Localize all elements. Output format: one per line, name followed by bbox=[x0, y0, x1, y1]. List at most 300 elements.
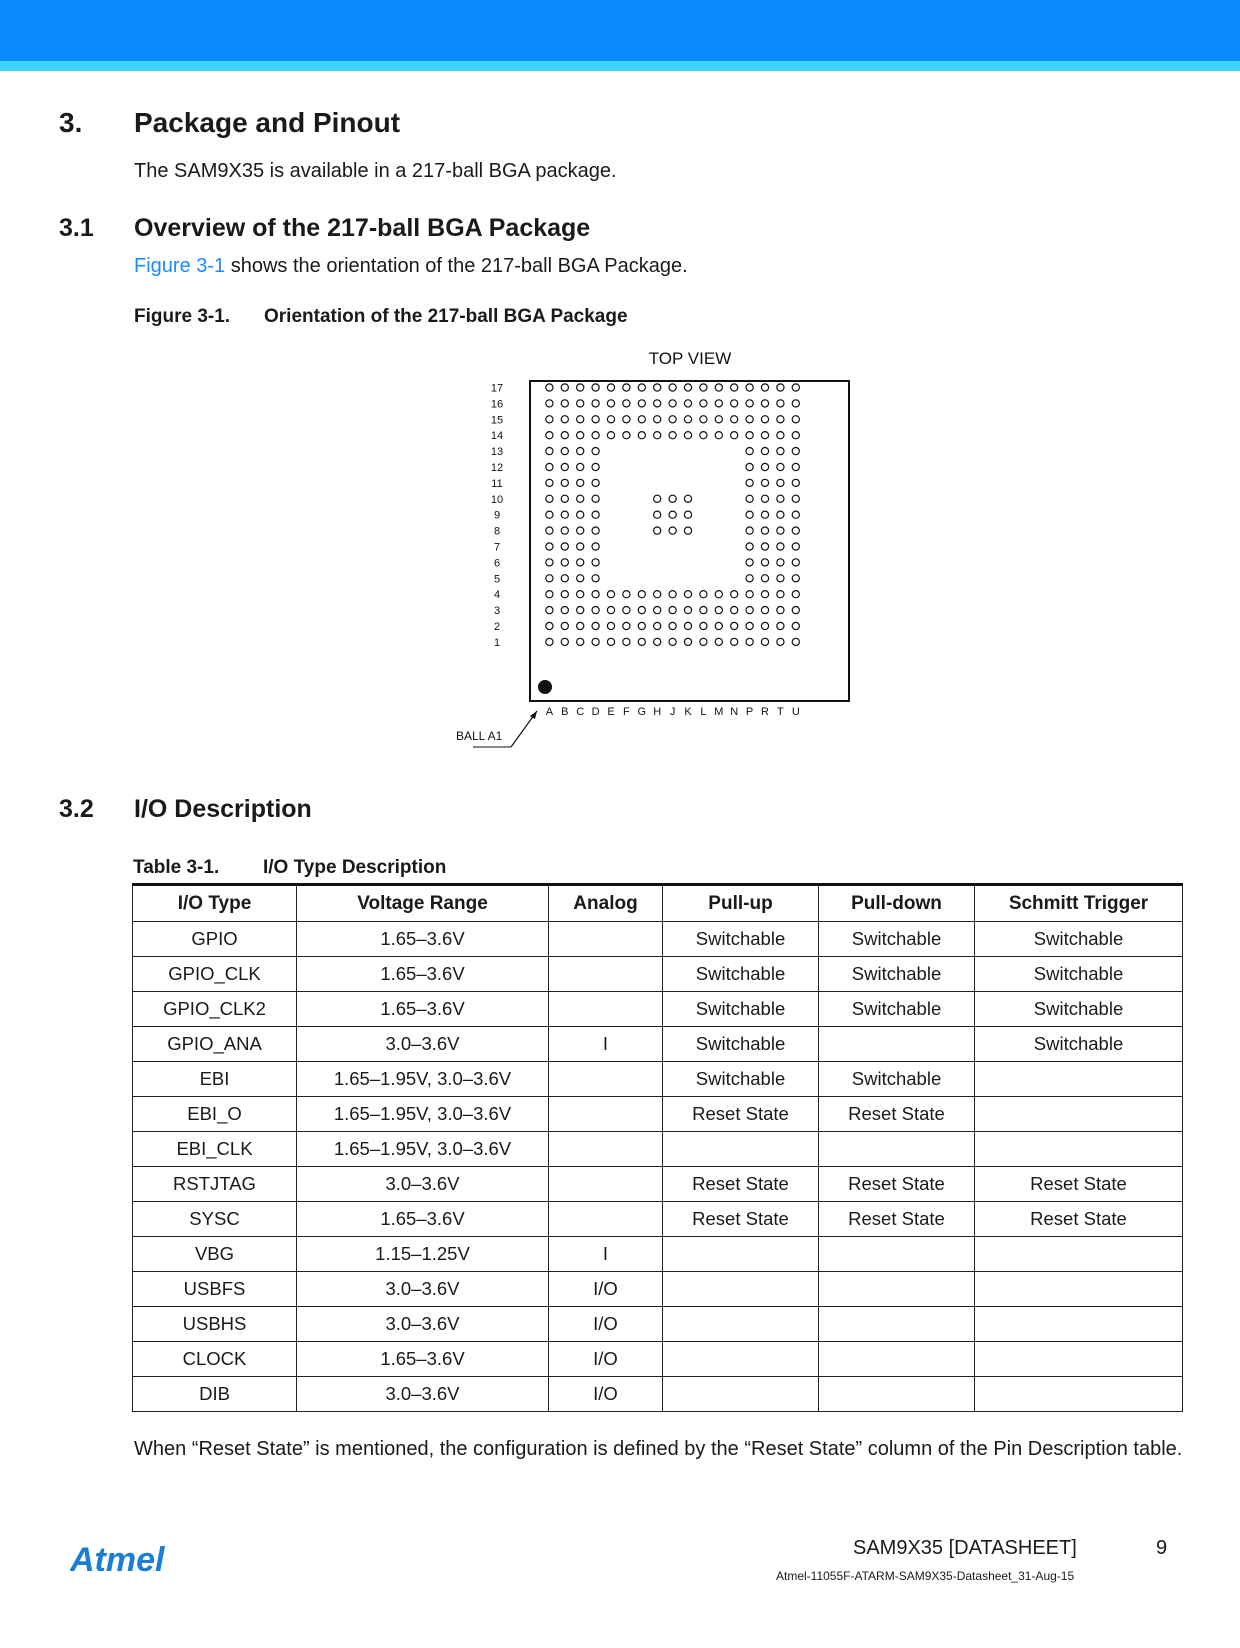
table-header-cell: Pull-down bbox=[819, 885, 975, 922]
ball-a1-arrowhead bbox=[530, 711, 537, 719]
table-row bbox=[133, 1377, 1183, 1412]
table-cell: 1.65–3.6V bbox=[297, 922, 549, 957]
table-cell bbox=[819, 1377, 975, 1412]
bga-ball bbox=[592, 527, 599, 534]
table-cell: Reset State bbox=[819, 1167, 975, 1202]
bga-ball bbox=[746, 622, 753, 629]
row-label: 2 bbox=[493, 621, 501, 633]
table-cell: GPIO_ANA bbox=[133, 1027, 297, 1062]
bga-ball bbox=[592, 479, 599, 486]
table-title: I/O Type Description bbox=[263, 857, 447, 878]
table-row bbox=[133, 992, 1183, 1027]
bga-ball bbox=[761, 384, 768, 391]
bga-ball bbox=[684, 495, 691, 502]
table-cell bbox=[819, 1272, 975, 1307]
bga-ball bbox=[777, 591, 784, 598]
bga-ball bbox=[561, 591, 568, 598]
bga-ball bbox=[746, 527, 753, 534]
bga-ball bbox=[546, 622, 553, 629]
table-cell: USBHS bbox=[133, 1307, 297, 1342]
bga-ball bbox=[777, 575, 784, 582]
bga-ball bbox=[577, 479, 584, 486]
bga-ball bbox=[592, 575, 599, 582]
figure-title: Orientation of the 217-ball BGA Package bbox=[264, 306, 628, 327]
bga-ball bbox=[684, 622, 691, 629]
table-cell: Reset State bbox=[663, 1202, 819, 1237]
bga-ball bbox=[684, 527, 691, 534]
bga-ball bbox=[731, 607, 738, 614]
bga-ball bbox=[623, 638, 630, 645]
bga-ball bbox=[715, 384, 722, 391]
table-cell: 1.65–1.95V, 3.0–3.6V bbox=[297, 1132, 549, 1167]
column-label: E bbox=[607, 706, 615, 718]
row-label: 1 bbox=[493, 636, 501, 649]
table-header-cell: Voltage Range bbox=[297, 885, 549, 922]
bga-ball bbox=[731, 416, 738, 423]
bga-ball bbox=[577, 495, 584, 502]
bga-ball bbox=[777, 607, 784, 614]
bga-package-diagram bbox=[420, 340, 860, 750]
table-cell bbox=[819, 1307, 975, 1342]
bga-ball bbox=[577, 432, 584, 439]
bga-ball bbox=[761, 432, 768, 439]
table-cell bbox=[663, 1132, 819, 1167]
bga-ball bbox=[715, 622, 722, 629]
table-cell bbox=[975, 1132, 1183, 1167]
table-cell bbox=[819, 1237, 975, 1272]
bga-ball bbox=[669, 591, 676, 598]
table-cell: USBFS bbox=[133, 1272, 297, 1307]
table-cell: Switchable bbox=[975, 1027, 1183, 1062]
table-cell: 3.0–3.6V bbox=[297, 1027, 549, 1062]
bga-ball bbox=[561, 607, 568, 614]
column-label: L bbox=[700, 706, 707, 718]
bga-ball bbox=[700, 607, 707, 614]
bga-ball bbox=[577, 559, 584, 566]
bga-ball bbox=[592, 384, 599, 391]
table-cell: 3.0–3.6V bbox=[297, 1377, 549, 1412]
bga-ball bbox=[715, 638, 722, 645]
bga-ball bbox=[792, 575, 799, 582]
bga-ball bbox=[731, 384, 738, 391]
table-cell bbox=[975, 1377, 1183, 1412]
section-intro: The SAM9X35 is available in a 217-ball BGA package. bbox=[134, 160, 617, 182]
section-title: Package and Pinout bbox=[134, 107, 401, 138]
footer-doc-title: SAM9X35 [DATASHEET] bbox=[853, 1537, 1077, 1559]
row-label: 17 bbox=[490, 382, 504, 395]
bga-ball bbox=[777, 559, 784, 566]
table-cell bbox=[549, 1202, 663, 1237]
bga-ball bbox=[746, 638, 753, 645]
bga-ball bbox=[792, 479, 799, 486]
bga-ball bbox=[684, 432, 691, 439]
bga-ball bbox=[792, 448, 799, 455]
table-row bbox=[133, 1202, 1183, 1237]
bga-ball bbox=[731, 638, 738, 645]
bga-ball bbox=[607, 607, 614, 614]
bga-ball bbox=[746, 575, 753, 582]
bga-ball bbox=[623, 416, 630, 423]
bga-ball bbox=[731, 622, 738, 629]
bga-ball bbox=[761, 591, 768, 598]
table-cell: I/O bbox=[549, 1272, 663, 1307]
table-cell: Switchable bbox=[975, 922, 1183, 957]
bga-ball bbox=[561, 495, 568, 502]
bga-ball bbox=[761, 416, 768, 423]
bga-ball bbox=[700, 400, 707, 407]
bga-ball bbox=[561, 575, 568, 582]
table-cell bbox=[663, 1307, 819, 1342]
bga-ball bbox=[746, 511, 753, 518]
row-label: 7 bbox=[493, 541, 501, 554]
bga-ball bbox=[577, 607, 584, 614]
bga-ball bbox=[592, 511, 599, 518]
bga-ball bbox=[746, 384, 753, 391]
table-cell: 1.65–1.95V, 3.0–3.6V bbox=[297, 1097, 549, 1132]
row-label: 6 bbox=[493, 557, 501, 570]
bga-ball bbox=[684, 416, 691, 423]
table-cell: Switchable bbox=[819, 1062, 975, 1097]
bga-ball bbox=[638, 400, 645, 407]
table-cell bbox=[549, 992, 663, 1027]
row-label: 3 bbox=[493, 605, 501, 618]
bga-ball bbox=[792, 527, 799, 534]
bga-ball bbox=[746, 416, 753, 423]
table-cell: Switchable bbox=[975, 992, 1183, 1027]
bga-ball bbox=[700, 622, 707, 629]
table-cell: Switchable bbox=[819, 957, 975, 992]
bga-ball bbox=[592, 543, 599, 550]
bga-ball bbox=[761, 463, 768, 470]
table-cell bbox=[663, 1377, 819, 1412]
table-cell: 1.15–1.25V bbox=[297, 1237, 549, 1272]
bga-ball bbox=[654, 511, 661, 518]
bga-ball bbox=[638, 384, 645, 391]
bga-ball bbox=[577, 543, 584, 550]
bga-ball bbox=[561, 479, 568, 486]
bga-ball bbox=[546, 400, 553, 407]
table-cell bbox=[549, 957, 663, 992]
bga-ball bbox=[623, 400, 630, 407]
bga-ball bbox=[792, 622, 799, 629]
bga-ball bbox=[623, 591, 630, 598]
bga-ball bbox=[654, 591, 661, 598]
column-label: F bbox=[623, 706, 630, 718]
bga-ball bbox=[777, 448, 784, 455]
table-cell: Switchable bbox=[819, 922, 975, 957]
bga-ball bbox=[654, 400, 661, 407]
table-cell: 3.0–3.6V bbox=[297, 1167, 549, 1202]
bga-ball bbox=[607, 591, 614, 598]
row-label: 15 bbox=[490, 414, 504, 427]
table-cell bbox=[549, 1167, 663, 1202]
table-header-row bbox=[133, 885, 1183, 922]
bga-ball bbox=[577, 527, 584, 534]
table-row bbox=[133, 1062, 1183, 1097]
table-cell bbox=[663, 1272, 819, 1307]
bga-ball bbox=[592, 622, 599, 629]
bga-ball bbox=[577, 591, 584, 598]
bga-ball bbox=[715, 416, 722, 423]
column-label: T bbox=[777, 706, 784, 718]
bga-ball bbox=[561, 543, 568, 550]
bga-ball bbox=[546, 479, 553, 486]
bga-ball bbox=[792, 416, 799, 423]
bga-ball bbox=[561, 527, 568, 534]
table-cell: Switchable bbox=[663, 992, 819, 1027]
bga-ball bbox=[638, 416, 645, 423]
table-row bbox=[133, 1307, 1183, 1342]
bga-ball bbox=[561, 448, 568, 455]
bga-ball bbox=[561, 638, 568, 645]
table-cell bbox=[975, 1342, 1183, 1377]
table-cell bbox=[819, 1027, 975, 1062]
table-header-cell: Schmitt Trigger bbox=[975, 885, 1183, 922]
bga-ball bbox=[777, 543, 784, 550]
bga-ball bbox=[792, 495, 799, 502]
bga-ball bbox=[715, 607, 722, 614]
subsection-paragraph bbox=[134, 255, 688, 278]
atmel-logo bbox=[70, 1543, 210, 1579]
bga-ball bbox=[546, 638, 553, 645]
bga-ball bbox=[746, 495, 753, 502]
bga-ball bbox=[761, 527, 768, 534]
bga-ball bbox=[623, 384, 630, 391]
bga-ball bbox=[761, 622, 768, 629]
bga-ball bbox=[577, 638, 584, 645]
bga-ball bbox=[654, 622, 661, 629]
bga-ball bbox=[669, 511, 676, 518]
bga-ball bbox=[684, 607, 691, 614]
table-cell: Reset State bbox=[663, 1167, 819, 1202]
table-cell: GPIO bbox=[133, 922, 297, 957]
table-cell: 1.65–3.6V bbox=[297, 1202, 549, 1237]
bga-ball bbox=[761, 638, 768, 645]
table-cell: GPIO_CLK bbox=[133, 957, 297, 992]
table-row bbox=[133, 1027, 1183, 1062]
table-cell: Switchable bbox=[663, 922, 819, 957]
table-row bbox=[133, 957, 1183, 992]
subsection-title-io: I/O Description bbox=[134, 795, 312, 823]
bga-ball bbox=[731, 432, 738, 439]
bga-ball bbox=[577, 622, 584, 629]
bga-ball bbox=[546, 559, 553, 566]
column-label: J bbox=[669, 706, 676, 718]
bga-ball bbox=[577, 575, 584, 582]
table-row bbox=[133, 1132, 1183, 1167]
bga-ball bbox=[777, 416, 784, 423]
row-label: 11 bbox=[491, 477, 503, 490]
bga-ball bbox=[638, 591, 645, 598]
bga-ball bbox=[700, 384, 707, 391]
bga-ball bbox=[761, 559, 768, 566]
bga-ball bbox=[546, 495, 553, 502]
table-cell bbox=[819, 1342, 975, 1377]
table-cell bbox=[549, 1132, 663, 1167]
bga-ball bbox=[777, 479, 784, 486]
table-cell: DIB bbox=[133, 1377, 297, 1412]
table-cell bbox=[975, 1062, 1183, 1097]
bga-ball bbox=[700, 416, 707, 423]
bga-ball bbox=[777, 384, 784, 391]
table-cell bbox=[663, 1237, 819, 1272]
figure-link[interactable]: Figure 3-1 bbox=[134, 255, 226, 277]
bga-ball bbox=[777, 622, 784, 629]
bga-ball bbox=[561, 511, 568, 518]
bga-ball bbox=[700, 591, 707, 598]
bga-ball bbox=[746, 432, 753, 439]
bga-ball bbox=[792, 543, 799, 550]
bga-ball bbox=[623, 607, 630, 614]
bga-ball bbox=[777, 638, 784, 645]
bga-ball bbox=[546, 607, 553, 614]
bga-ball bbox=[792, 638, 799, 645]
column-label: H bbox=[653, 706, 662, 718]
bga-ball bbox=[623, 622, 630, 629]
column-label: G bbox=[637, 706, 647, 718]
column-label: U bbox=[791, 706, 800, 718]
table-note: When “Reset State” is mentioned, the configuration is defined by the “Reset State” column of the Pin Description table. bbox=[134, 1438, 1183, 1460]
logo-text: Atmel bbox=[70, 1543, 165, 1579]
table-cell: I bbox=[549, 1027, 663, 1062]
table-cell: 1.65–3.6V bbox=[297, 957, 549, 992]
row-label: 12 bbox=[490, 462, 504, 474]
bga-ball bbox=[561, 463, 568, 470]
bga-ball bbox=[700, 638, 707, 645]
ball-a1-marker bbox=[538, 680, 552, 694]
bga-ball bbox=[684, 400, 691, 407]
table-cell: EBI_CLK bbox=[133, 1132, 297, 1167]
table-cell bbox=[549, 922, 663, 957]
bga-ball bbox=[761, 543, 768, 550]
bga-ball bbox=[669, 638, 676, 645]
bga-ball bbox=[592, 591, 599, 598]
bga-ball bbox=[607, 622, 614, 629]
bga-ball bbox=[761, 511, 768, 518]
table-row bbox=[133, 1097, 1183, 1132]
bga-ball bbox=[746, 463, 753, 470]
subsection-number-io: 3.2 bbox=[59, 795, 94, 823]
table-cell: Switchable bbox=[975, 957, 1183, 992]
bga-ball bbox=[546, 511, 553, 518]
bga-ball bbox=[638, 638, 645, 645]
bga-ball bbox=[561, 416, 568, 423]
bga-ball bbox=[577, 384, 584, 391]
bga-ball bbox=[654, 432, 661, 439]
column-label: A bbox=[545, 706, 554, 718]
bga-ball bbox=[792, 607, 799, 614]
footer-doc-id: Atmel-11055F-ATARM-SAM9X35-Datasheet_31-Aug-15 bbox=[776, 1569, 1075, 1583]
bga-ball bbox=[546, 384, 553, 391]
table-cell: I/O bbox=[549, 1342, 663, 1377]
header-band bbox=[0, 0, 1240, 61]
bga-ball bbox=[561, 432, 568, 439]
table-row bbox=[133, 1167, 1183, 1202]
bga-ball bbox=[792, 591, 799, 598]
figure-number: Figure 3-1. bbox=[134, 306, 231, 327]
table-header-cell: Analog bbox=[549, 885, 663, 922]
table-row bbox=[133, 922, 1183, 957]
bga-ball bbox=[746, 559, 753, 566]
package-outline bbox=[530, 381, 849, 701]
bga-ball bbox=[607, 638, 614, 645]
table-cell bbox=[975, 1097, 1183, 1132]
bga-ball bbox=[592, 448, 599, 455]
table-cell: RSTJTAG bbox=[133, 1167, 297, 1202]
table-cell: I/O bbox=[549, 1307, 663, 1342]
bga-ball bbox=[792, 559, 799, 566]
bga-ball bbox=[684, 384, 691, 391]
bga-ball bbox=[638, 607, 645, 614]
bga-ball bbox=[654, 638, 661, 645]
bga-ball bbox=[761, 400, 768, 407]
bga-ball bbox=[777, 432, 784, 439]
bga-ball bbox=[792, 400, 799, 407]
bga-ball bbox=[669, 622, 676, 629]
ball-a1-label: BALL A1 bbox=[456, 729, 503, 743]
column-label: C bbox=[576, 706, 585, 718]
bga-ball bbox=[561, 622, 568, 629]
bga-ball bbox=[715, 432, 722, 439]
row-label: 9 bbox=[493, 509, 501, 522]
bga-ball bbox=[654, 384, 661, 391]
table-cell: 3.0–3.6V bbox=[297, 1272, 549, 1307]
bga-ball bbox=[638, 432, 645, 439]
bga-ball bbox=[746, 448, 753, 455]
bga-ball bbox=[777, 511, 784, 518]
bga-ball bbox=[777, 495, 784, 502]
table-cell: I bbox=[549, 1237, 663, 1272]
table-row bbox=[133, 1237, 1183, 1272]
table-cell: Switchable bbox=[819, 992, 975, 1027]
bga-ball bbox=[761, 575, 768, 582]
column-label: K bbox=[684, 706, 692, 718]
bga-ball bbox=[669, 384, 676, 391]
bga-ball bbox=[746, 591, 753, 598]
bga-ball bbox=[777, 527, 784, 534]
column-labels bbox=[546, 706, 800, 718]
top-view-label: TOP VIEW bbox=[648, 349, 732, 368]
table-row bbox=[133, 1342, 1183, 1377]
row-label: 5 bbox=[493, 573, 501, 586]
bga-ball bbox=[669, 495, 676, 502]
bga-ball bbox=[654, 416, 661, 423]
table-cell bbox=[975, 1237, 1183, 1272]
bga-ball bbox=[577, 400, 584, 407]
table-cell: 3.0–3.6V bbox=[297, 1307, 549, 1342]
bga-ball bbox=[669, 400, 676, 407]
bga-ball bbox=[592, 432, 599, 439]
bga-ball bbox=[684, 591, 691, 598]
table-cell: VBG bbox=[133, 1237, 297, 1272]
table-cell: SYSC bbox=[133, 1202, 297, 1237]
bga-ball bbox=[592, 559, 599, 566]
subsection-title: Overview of the 217-ball BGA Package bbox=[134, 214, 591, 242]
bga-ball bbox=[546, 432, 553, 439]
table-cell: Reset State bbox=[819, 1097, 975, 1132]
row-label: 10 bbox=[490, 493, 504, 506]
bga-ball bbox=[623, 432, 630, 439]
table-header-cell: Pull-up bbox=[663, 885, 819, 922]
bga-ball bbox=[777, 463, 784, 470]
bga-ball bbox=[546, 543, 553, 550]
page-number: 9 bbox=[1156, 1537, 1168, 1559]
bga-ball bbox=[592, 463, 599, 470]
bga-ball bbox=[700, 432, 707, 439]
column-label: D bbox=[591, 706, 600, 718]
table-row bbox=[133, 1272, 1183, 1307]
bga-ball bbox=[546, 591, 553, 598]
